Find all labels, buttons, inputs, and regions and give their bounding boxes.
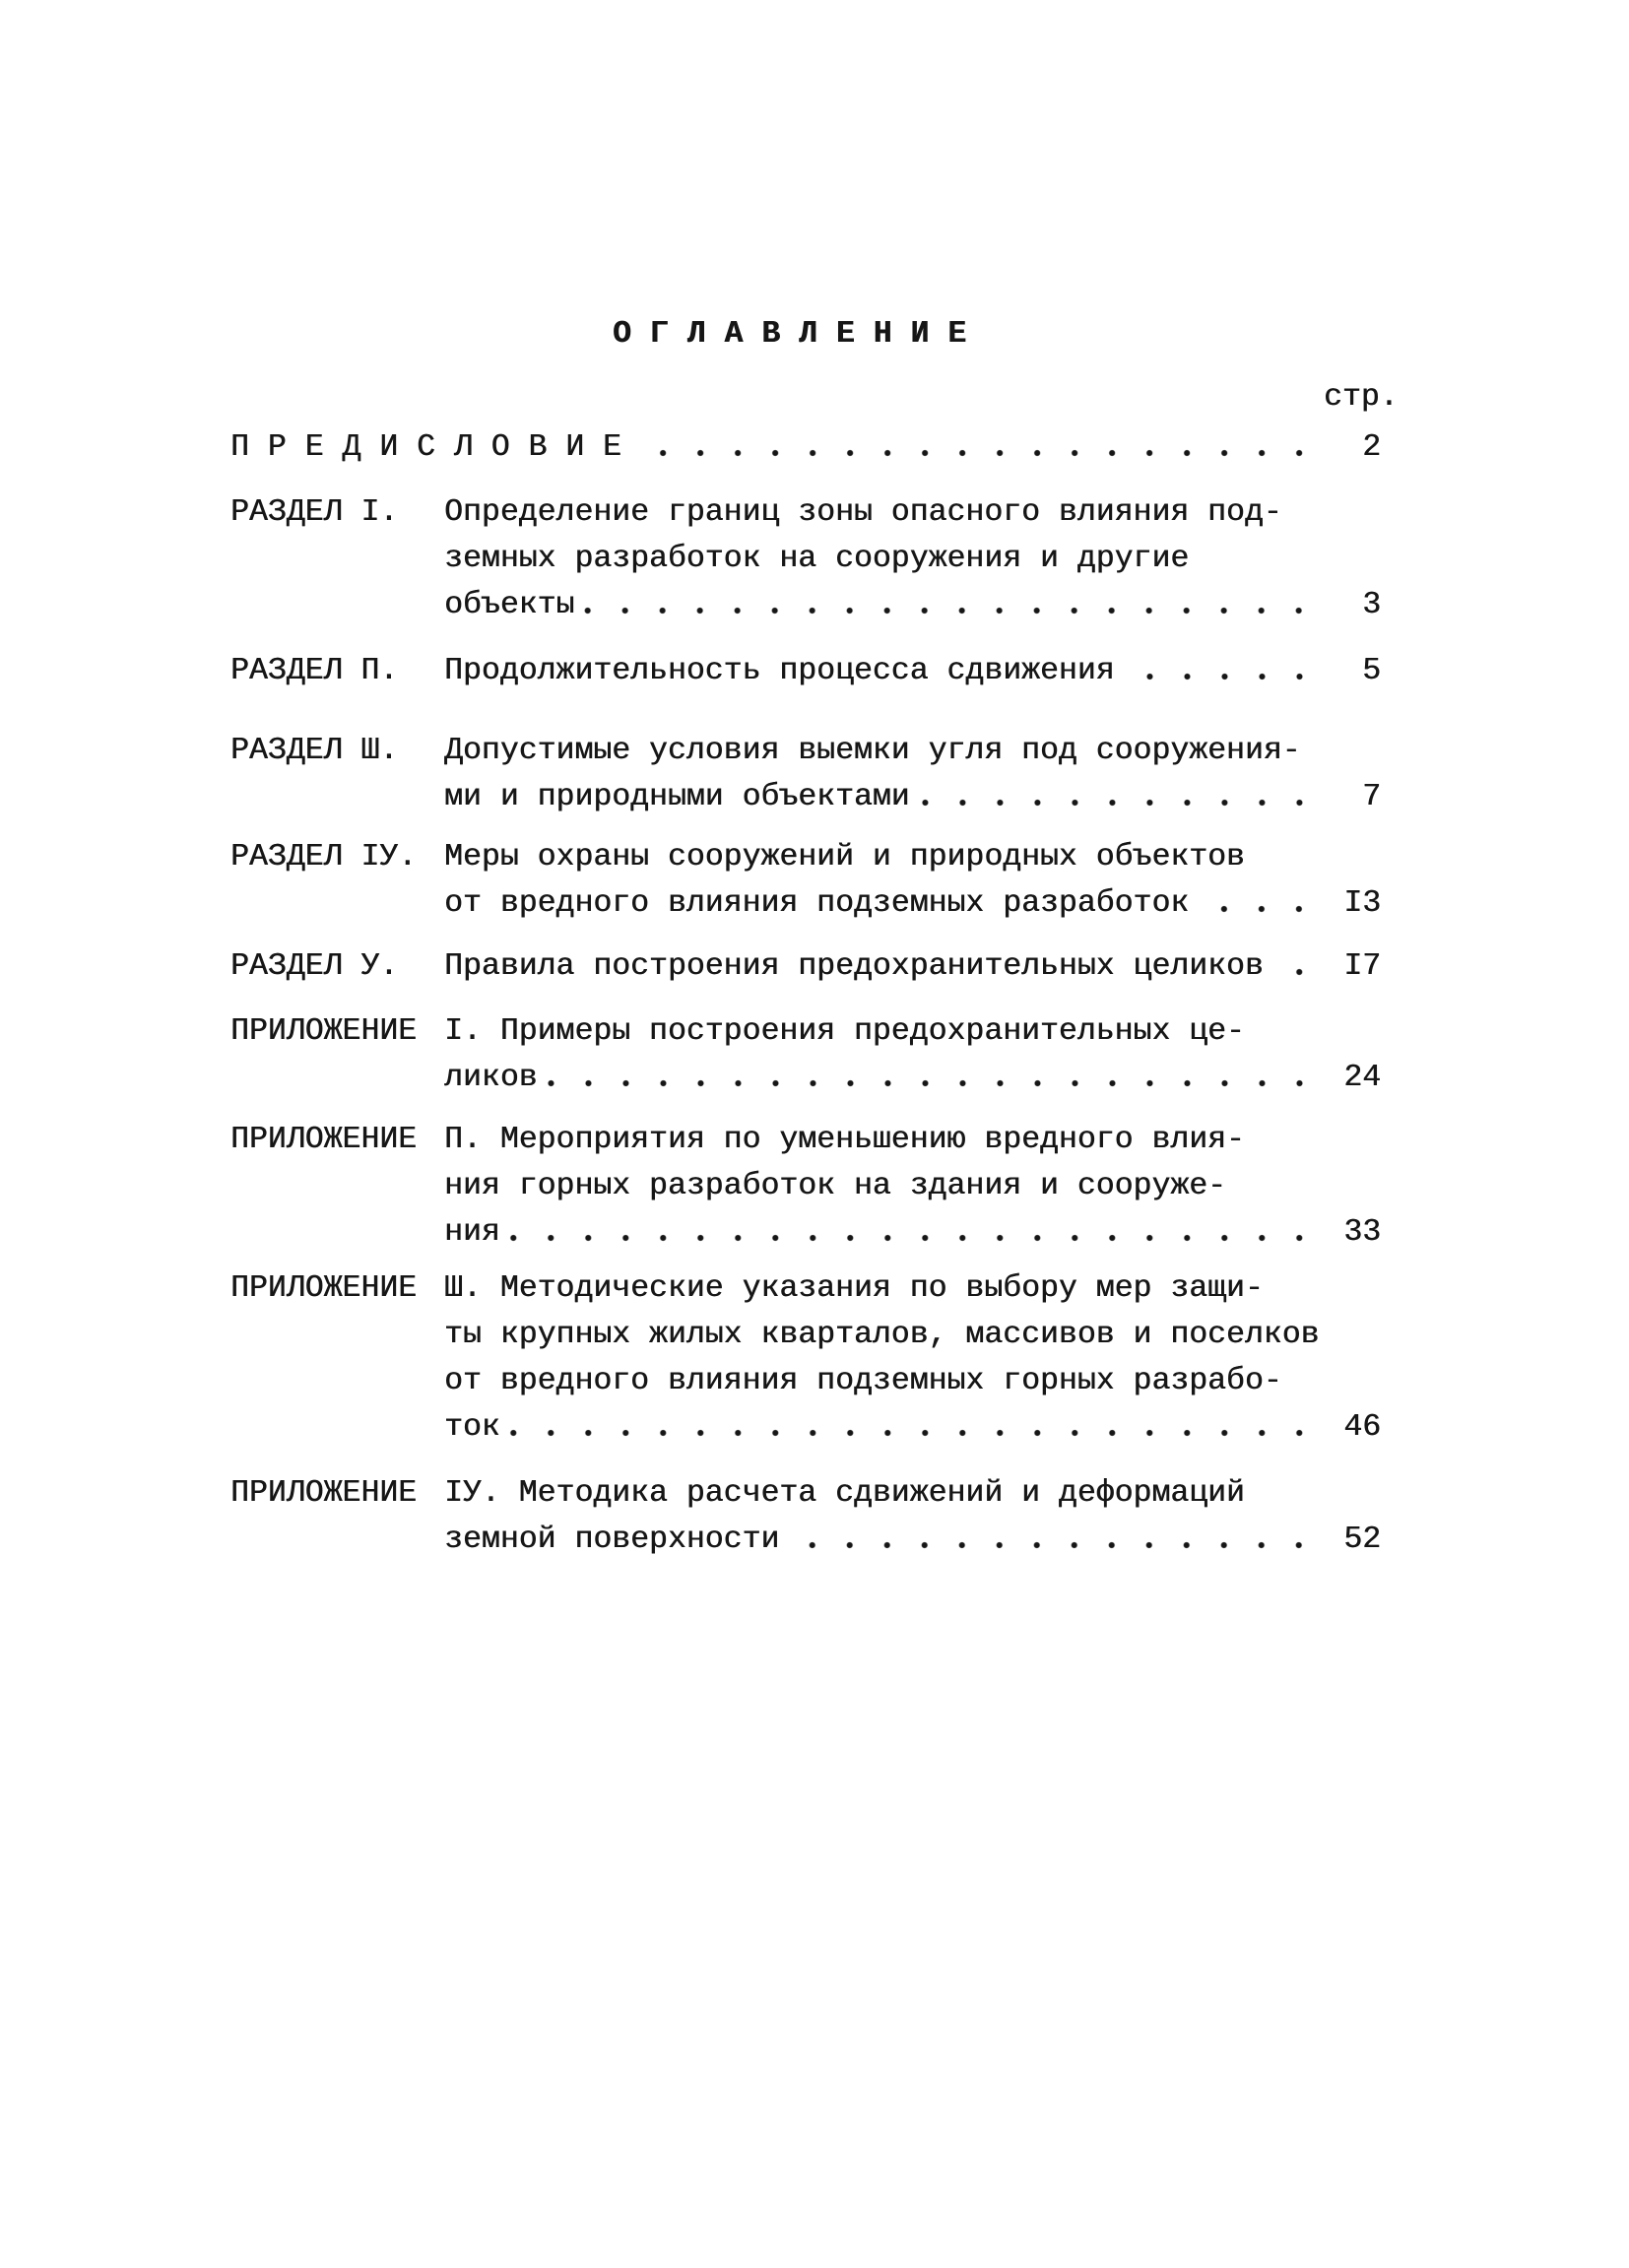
entry-label: ПРИЛОЖЕНИЕ <box>230 1271 418 1306</box>
entry-last-line <box>444 880 1381 927</box>
toc-entry-section-5 <box>230 943 1381 990</box>
entry-text-line: ликов <box>444 1061 538 1095</box>
entry-text-line: Определение границ зоны опасного влияния под- <box>444 495 1282 530</box>
document-title: ОГЛАВЛЕНИЕ <box>613 317 986 352</box>
page-number: I3 <box>1343 886 1381 921</box>
entry-text-line: I. Примеры построения предохранительных це- <box>444 1014 1245 1049</box>
toc-entry-appendix-4 <box>230 1470 1381 1563</box>
entry-last-line <box>444 648 1381 694</box>
entry-text-line: П. Мероприятия по уменьшению вредного влия- <box>444 1123 1245 1157</box>
leader-dots <box>785 1517 1318 1563</box>
entry-last-line <box>444 774 1381 820</box>
page-number: I7 <box>1343 949 1381 984</box>
page-number: 52 <box>1343 1523 1381 1557</box>
entry-body <box>444 834 1381 927</box>
entry-text-line: Ш. Методические указания по выбору мер защи- <box>444 1271 1264 1306</box>
entry-text-line: IУ. Методика расчета сдвижений и деформаций <box>444 1476 1245 1511</box>
leader-dots <box>1270 943 1318 990</box>
entry-last-line <box>444 1055 1381 1101</box>
entry-body <box>444 489 1381 628</box>
page-number: 24 <box>1343 1061 1381 1095</box>
entry-body <box>444 728 1381 820</box>
toc-entry-section-4 <box>230 834 1381 927</box>
toc-entry-appendix-1 <box>230 1008 1381 1101</box>
entry-label: РАЗДЕЛ П. <box>230 654 399 688</box>
toc-entry-appendix-2 <box>230 1117 1381 1256</box>
page-number: 46 <box>1343 1410 1381 1445</box>
entry-last-line <box>444 582 1381 628</box>
leader-dots <box>580 582 1318 628</box>
entry-last-line <box>444 943 1381 990</box>
leader-dots <box>1121 648 1318 694</box>
entry-body <box>444 1470 1381 1563</box>
toc-entry-section-3 <box>230 728 1381 820</box>
entry-text-line: земной поверхности <box>444 1523 780 1557</box>
entry-body <box>444 1265 1381 1451</box>
toc-entry-appendix-3 <box>230 1265 1381 1451</box>
leader-dots <box>916 774 1318 820</box>
entry-text-line: Допустимые условия выемки угля под сооружения- <box>444 734 1301 768</box>
entry-body <box>444 1008 1381 1101</box>
entry-label: РАЗДЕЛ I. <box>230 495 399 530</box>
entry-last-line <box>444 1404 1381 1451</box>
entry-body <box>444 1117 1381 1256</box>
page-number: 2 <box>1362 430 1381 465</box>
entry-body <box>444 648 1381 694</box>
entry-text-line: от вредного влияния подземных горных разрабо- <box>444 1364 1282 1398</box>
entry-text-line: ми и природными объектами <box>444 780 910 814</box>
entry-text-line: земных разработок на сооружения и другие <box>444 542 1190 576</box>
page-number: 33 <box>1343 1215 1381 1250</box>
entry-body <box>444 943 1381 990</box>
preface-title: ПРЕДИСЛОВИЕ <box>230 430 640 465</box>
page-column-header: стр. <box>1324 380 1399 415</box>
entry-label: РАЗДЕЛ Ш. <box>230 734 399 768</box>
page-number: 5 <box>1362 654 1381 688</box>
toc-entry-preface <box>230 424 1381 471</box>
page-number: 3 <box>1362 588 1381 622</box>
leader-dots <box>544 1055 1318 1101</box>
entry-text-line: ток <box>444 1410 500 1445</box>
entry-text-line: ния <box>444 1215 500 1250</box>
entry-text-line: ния горных разработок на здания и сооруже- <box>444 1169 1226 1203</box>
entry-text-line: от вредного влияния подземных разработок <box>444 886 1190 921</box>
toc-entry-section-2 <box>230 648 1381 694</box>
entry-last-line <box>444 1209 1381 1256</box>
entry-label: ПРИЛОЖЕНИЕ <box>230 1476 418 1511</box>
leader-dots <box>506 1404 1318 1451</box>
leader-dots <box>646 424 1318 471</box>
entry-label: ПРИЛОЖЕНИЕ <box>230 1123 418 1157</box>
leader-dots <box>506 1209 1318 1256</box>
entry-text-line: объекты <box>444 588 575 622</box>
entry-text-line: Меры охраны сооружений и природных объектов <box>444 840 1245 875</box>
toc-entry-section-1 <box>230 489 1381 628</box>
entry-last-line <box>444 1517 1381 1563</box>
entry-text-line: ты крупных жилых кварталов, массивов и поселков <box>444 1318 1320 1352</box>
entry-label: ПРИЛОЖЕНИЕ <box>230 1014 418 1049</box>
entry-label: РАЗДЕЛ IУ. <box>230 840 418 875</box>
entry-text-line: Правила построения предохранительных целиков <box>444 949 1264 984</box>
page-number: 7 <box>1362 780 1381 814</box>
entry-label: РАЗДЕЛ У. <box>230 949 399 984</box>
entry-text-line: Продолжительность процесса сдвижения <box>444 654 1115 688</box>
leader-dots <box>1195 880 1318 927</box>
